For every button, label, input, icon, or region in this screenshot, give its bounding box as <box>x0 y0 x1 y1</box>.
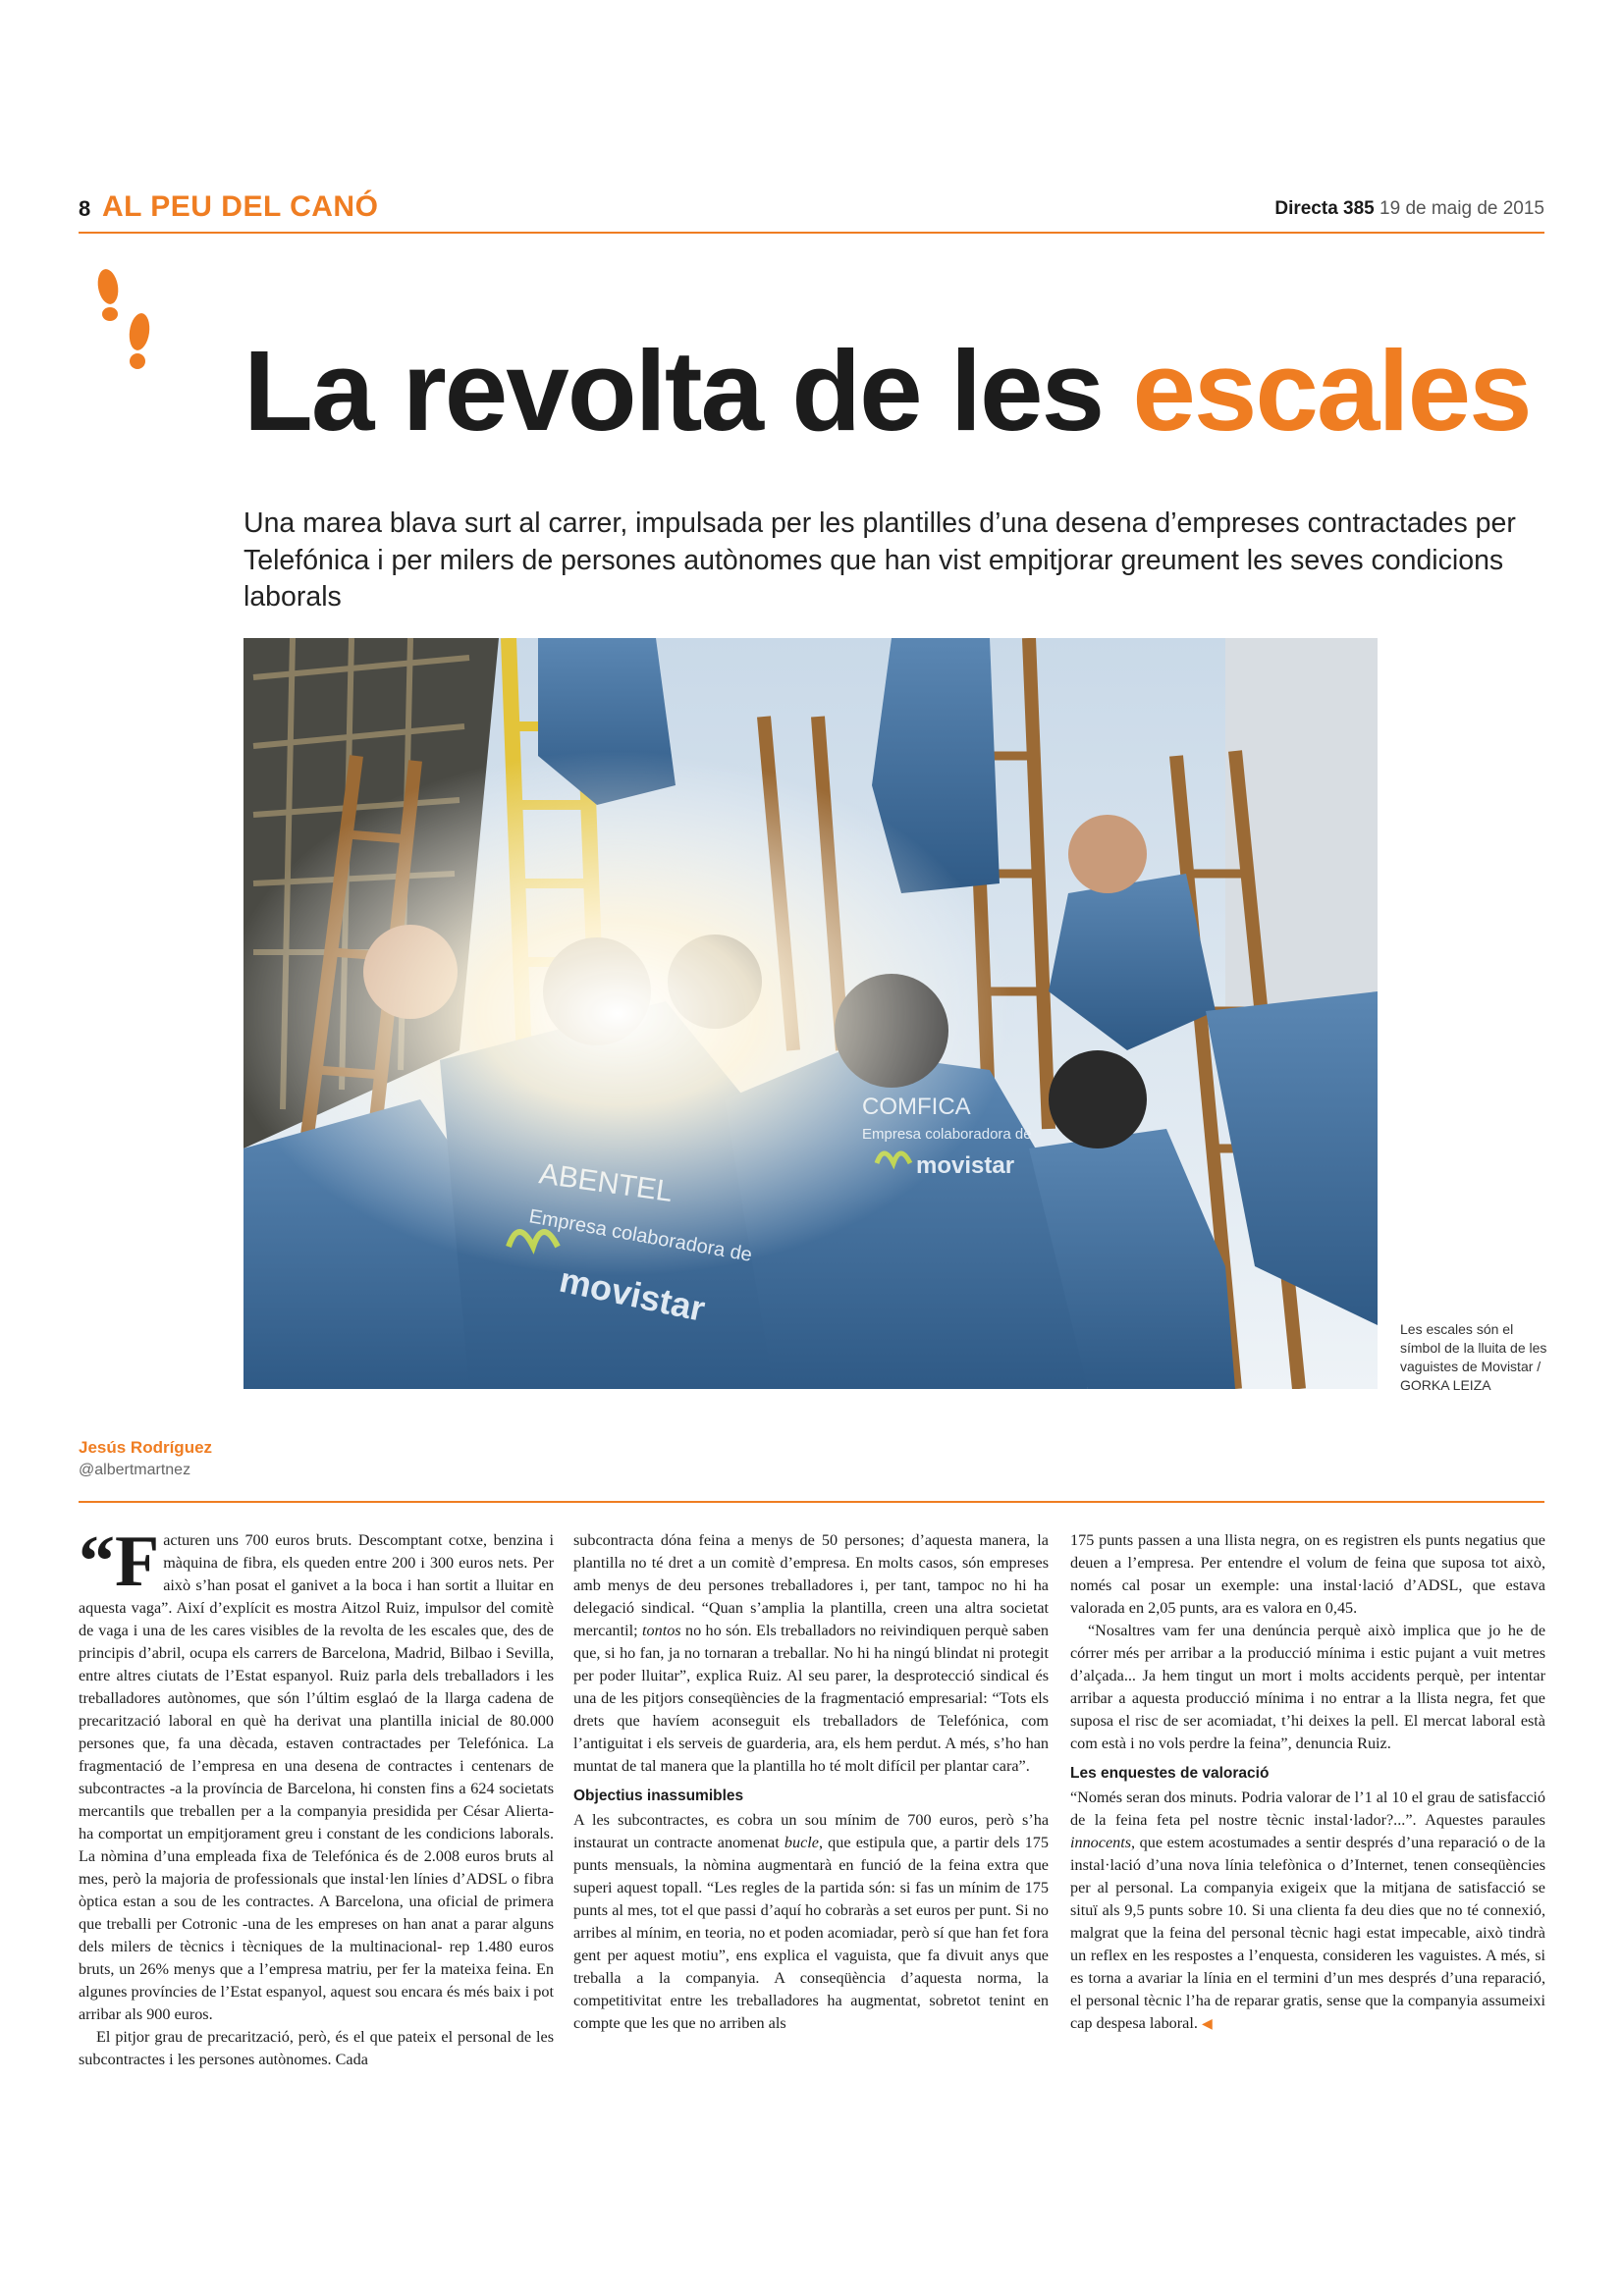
headline <box>243 327 1559 454</box>
deck-subtitle: Una marea blava surt al carrer, impulsada per les plantilles d’una desena d’empreses contractades per Telefónica i per milers de persones autònomes que han vist empitjorar greument les seves condicions laborals <box>243 507 1516 614</box>
main-photo <box>243 638 1378 1389</box>
subheading: Objectius inassumibles <box>573 1788 744 1804</box>
paragraph <box>79 1522 554 2026</box>
page-number: 8 <box>79 196 91 221</box>
emphasis: tontos <box>642 1622 681 1639</box>
emphasis: innocents <box>1070 1834 1132 1851</box>
paragraph-text: “Només seran dos minuts. Podria valorar de l’1 al 10 el grau de satisfacció de la feina feta pel nostre tècnic instal·lador?...”. Aquestes paraules <box>1070 1789 1545 1829</box>
paragraph-text: no ho són. Els treballadors no reivindiquen perquè saben que, si ho fan, ja no tornaran a treballar. No hi ha ningú blindat ni protegit per poder lluitar”, explica Ruiz. Al seu parer, la desprotecció sindical és una de les pitjors conseqüències de la fragmentació empresarial: “Tots els drets que havíem aconseguit els treballadors de Telefónica, com l’antiguitat i els serveis de guarderia, ara, els hem perdut. A més, s’ho han muntat de tal manera que la plantilla ho té molt difícil per plantar cara”. <box>573 1622 1049 1775</box>
publication-info <box>1274 198 1544 220</box>
publication-name: Directa 385 <box>1274 198 1375 219</box>
body-column-1 <box>79 1522 554 2071</box>
paragraph-text: subcontracta dóna feina a menys de 50 persones; d’aquesta manera, la plantilla no té dret a un comitè d’empresa. En molts casos, són empreses amb menys de deu persones treballadores i, per tant, tampoc no hi ha delegació sindical. “Quan s’amplia la plantilla, creen una altra societat mercantil; <box>573 1531 1049 1639</box>
paragraph-text: , que estipula que, a partir dels 175 punts mensuals, la nòmina augmentarà en funció de la feina extra que superi aquest topall. “Les regles de la partida són: si fas un mínim de 175 punts al mes, tot el que passi d’aquí ho cobraràs a set euros per punt. Si no arribes al mínim, en teoria, no et poden acomiadar, però sí que han fet fora gent per aquest motiu”, ens explica el vaguista, que fa divuit anys que treballa a la companyia. A conseqüència d’aquesta norma, la competitivitat entre les treballadores ha augmentat, sobretot tenint en compte que les que no arriben als <box>573 1834 1049 2032</box>
page-header <box>79 192 1544 234</box>
paragraph: 175 punts passen a una llista negra, on es registren els punts negatius que deuen a l’empresa. Per entendre el volum de feina que suposa tot això, només cal posar un exemple: una instal·lació d’ADSL, que estava valorada en 2,05 punts, ara es valora en 0,45. <box>1070 1531 1545 1617</box>
headline-highlight: escales <box>1132 327 1531 454</box>
paragraph <box>573 1809 1049 2035</box>
author-name: Jesús Rodríguez <box>79 1438 213 1457</box>
photo-illustration <box>243 638 1378 1389</box>
section-title: AL PEU DEL CANÓ <box>102 190 379 223</box>
triangle-left-icon: ◀ <box>1201 2017 1213 2032</box>
paragraph <box>1070 1787 1545 2035</box>
paragraph: El pitjor grau de precarització, però, és el que pateix el personal de les subcontractes i les persones autònomes. Cada <box>79 2028 554 2068</box>
paragraph-text: , que estem acostumades a sentir després d’una reparació o de la instal·lació d’una nova línia telefònica o d’Internet, tenen conseqüències per al personal. La companyia exigeix que la mitjana de satisfacció se situï als 9,5 punts sobre 10. Si una clienta fa deu dies que no té connexió, malgrat que la feina del personal tècnic hagi estat impecable, això tindrà un reflex en les respostes a l’enquesta, consideren les vaguistes. A més, si es torna a avariar la línia en el termini d’un mes després d’una reparació, el personal tècnic l’ha de reparar gratis, sense que la companyia assumeixi cap despesa laboral. <box>1070 1834 1545 2032</box>
issue-date: 19 de maig de 2015 <box>1380 198 1544 219</box>
paragraph-text: A les subcontractes, es cobra un sou mínim de 700 euros, però s’ha instaurat un contracte anomenat <box>573 1811 1049 1851</box>
headline-part1: La revolta de les <box>243 327 1133 454</box>
paragraph <box>573 1529 1049 1778</box>
drop-cap: “F <box>79 1522 160 1602</box>
body-column-2 <box>573 1529 1049 2035</box>
author-handle: @albertmartnez <box>79 1462 191 1478</box>
paragraph: “Nosaltres vam fer una denúncia perquè això implica que jo he de córrer més per arribar a la producció mínima i estic pujant a vuit metres d’alçada... Ja hem tingut un mort i molts accidents perquè, per intentar arribar a aquesta producció mínima i no entrar a la llista negra, fet que suposa el risc de ser acomiadat, t’hi deixes la pell. El mercat laboral està com està i no vols perdre la feina”, denuncia Ruiz. <box>1070 1622 1545 1752</box>
emphasis: bucle <box>784 1834 819 1851</box>
photo-caption: Les escales són el símbol de la lluita de les vaguistes de Movistar / GORKA LEIZA <box>1400 1321 1547 1393</box>
footprints-icon <box>90 265 159 383</box>
subheading: Les enquestes de valoració <box>1070 1765 1270 1782</box>
body-column-3 <box>1070 1529 1545 2035</box>
byline <box>79 1438 1544 1503</box>
paragraph-text: acturen uns 700 euros bruts. Descomptant cotxe, benzina i màquina de fibra, els queden entre 200 i 300 euros nets. Per això s’han posat el ganivet a la boca i han sortit a lluitar en aquesta vaga”. Així d’explícit es mostra Aitzol Ruiz, impulsor del comitè de vaga i una de les cares visibles de la revolta de les escales que, des de principis d’abril, ocupa els carrers de Barcelona, Madrid, Bilbao i Sevilla, entre altres ciutats de l’Estat espanyol. Ruiz parla dels treballadors i les treballadores autònomes, que són l’últim esglaó de la llarga cadena de precarització laboral en què ha derivat una plantilla inicial de 80.000 persones que, fa una dècada, estaven contractades per Telefónica. La fragmentació de l’empresa en una desena de contractes i centenars de subcontractes -a la província de Barcelona, hi consten fins a 624 societats mercantils que treballen per a la companyia presidida per César Alierta- ha comportat un empitjorament greu i constant de les condicions laborals. La nòmina d’una empleada fixa de Telefónica és de 2.008 euros bruts al mes, però la majoria de professionals que instal·len línies d’ADSL o fibra òptica estan a sou de les contractes. A Barcelona, una oficial de primera que treballi per Cotronic -una de les empreses on han anat a parar alguns dels milers de tècnics i tècniques de la multinacional- rep 1.480 euros bruts, un 26% menys que a l’empresa matriu, per fer la mateixa feina. En algunes províncies de l’Estat espanyol, aquest sou encara és més baix i pot arribar als 900 euros. <box>79 1531 554 2023</box>
